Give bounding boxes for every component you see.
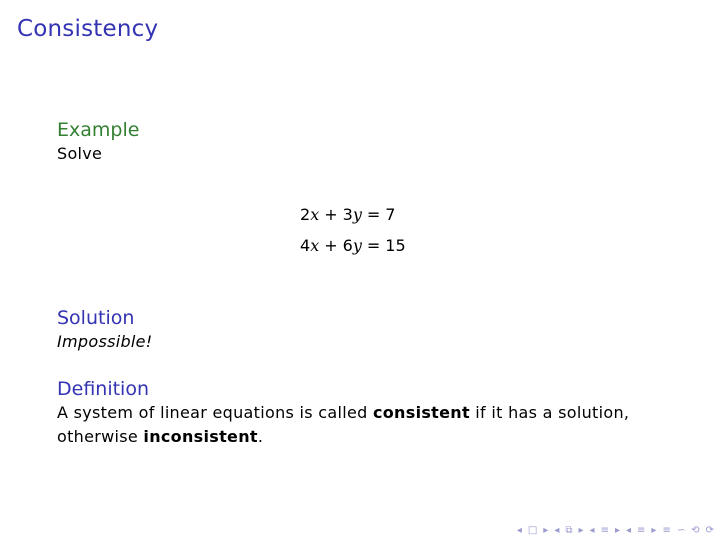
nav-prev-section-icon[interactable]: ◂ [589,525,595,536]
solution-text: Impossible! [57,332,153,351]
coefficient: 4 [300,236,311,255]
equals-sign: = [366,236,381,255]
solution-block [57,306,153,354]
equals-sign: = [366,205,381,224]
equation-system [300,199,406,261]
nav-next-frame-icon[interactable]: ▸ [543,525,549,536]
definition-block [57,377,657,449]
example-title: Example [57,119,140,141]
definition-text-part: if it has a solution, otherwise [57,403,630,446]
nav-prev-subsection-icon[interactable]: ◂ [554,525,560,536]
nav-appendix-icon[interactable]: ≡ [662,525,671,536]
nav-forward-icon[interactable]: ⟳ [705,525,714,536]
nav-back-icon[interactable]: ⟲ [691,525,700,536]
equation-row-2 [300,230,406,261]
term-inconsistent: inconsistent [143,427,258,446]
equation-row-1 [300,199,406,230]
nav-subsection-icon[interactable]: ⧉ [565,525,573,536]
nav-prev-doc-icon[interactable]: ◂ [625,525,632,536]
rhs-value: 15 [385,236,406,255]
nav-next-doc-icon[interactable]: ▸ [651,525,657,536]
nav-doc-icon[interactable]: ≡ [637,525,646,536]
term-consistent: consistent [372,403,470,422]
coefficient: 2 [300,205,311,224]
variable: y [352,205,362,224]
variable: y [352,236,362,255]
beamer-navigation-bar [517,525,714,536]
operator: + [324,205,338,224]
coefficient: 6 [342,236,353,255]
variable: x [310,205,320,224]
nav-next-section-icon[interactable]: ▸ [614,525,620,536]
example-block [57,118,139,166]
operator: + [324,236,338,255]
variable: x [310,236,320,255]
definition-text-part: . [257,427,264,446]
nav-next-subsection-icon[interactable]: ▸ [578,525,584,536]
definition-text-part: A system of linear equations is called [57,403,373,422]
example-intro: Solve [57,144,103,163]
nav-search-icon[interactable]: ∽ [676,525,686,536]
definition-title: Definition [57,378,150,400]
nav-frame-icon[interactable]: □ [527,525,538,536]
rhs-value: 7 [385,205,396,224]
definition-text [57,401,657,449]
solution-title: Solution [57,307,135,329]
coefficient: 3 [342,205,353,224]
nav-prev-frame-icon[interactable]: ◂ [516,525,522,536]
nav-section-icon[interactable]: ≡ [600,525,609,536]
frame-title: Consistency [17,16,159,42]
